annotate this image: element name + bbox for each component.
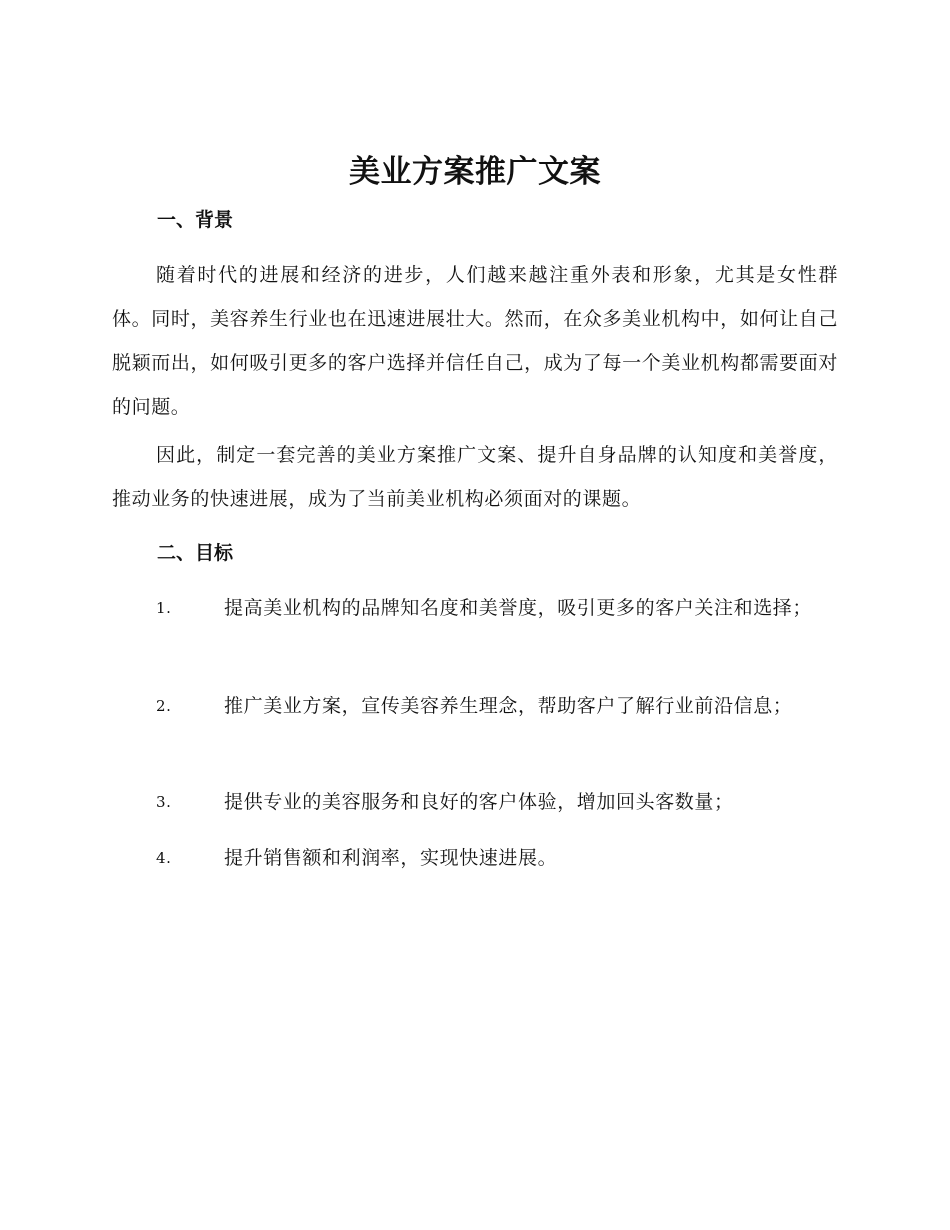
list-item-number: 2. [156, 697, 172, 715]
list-item-text: 提供专业的美容服务和良好的客户体验，增加回头客数量； [224, 791, 734, 813]
list-item-number: 3. [156, 793, 172, 811]
list-item [112, 684, 838, 728]
list-item [112, 780, 838, 824]
list-item-number: 4. [156, 849, 172, 867]
list-item-text: 提高美业机构的品牌知名度和美誉度，吸引更多的客户关注和选择； [224, 597, 813, 619]
background-paragraph-2: 因此，制定一套完善的美业方案推广文案、提升自身品牌的认知度和美誉度，推动业务的快速进展，成为了当前美业机构必须面对的课题。 [112, 444, 838, 510]
list-item-text: 推广美业方案，宣传美容养生理念，帮助客户了解行业前沿信息； [224, 695, 793, 717]
list-item [112, 836, 838, 880]
list-item-text: 提升销售额和利润率，实现快速进展。 [224, 847, 558, 869]
section-heading-background: 一、背景 [157, 209, 234, 231]
list-item-number: 1. [156, 599, 172, 617]
section-heading-goals: 二、目标 [157, 542, 234, 564]
list-item [112, 586, 838, 630]
document-title: 美业方案推广文案 [349, 154, 601, 190]
background-paragraph-1: 随着时代的进展和经济的进步，人们越来越注重外表和形象，尤其是女性群体。同时，美容养生行业也在迅速进展壮大。然而，在众多美业机构中，如何让自己脱颖而出，如何吸引更多的客户选择并信任自己，成为了每一个美业机构都需要面对的问题。 [112, 264, 838, 418]
